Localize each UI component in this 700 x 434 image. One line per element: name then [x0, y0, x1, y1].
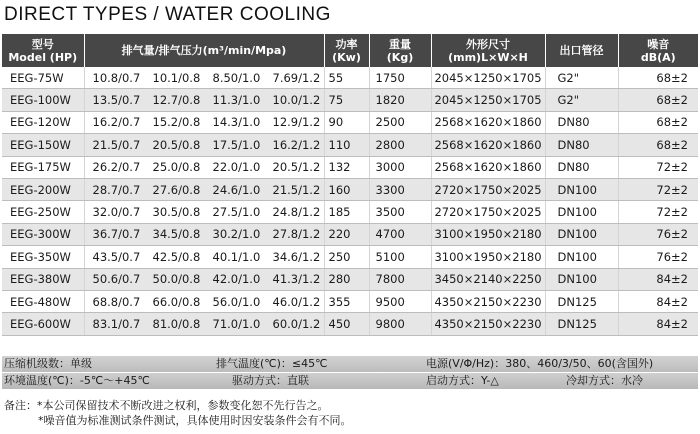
cell-power: 250 — [324, 246, 369, 268]
cell-weight: 3500 — [369, 201, 431, 223]
cell-noise: 68±2 — [618, 111, 698, 133]
cell-flow — [84, 223, 324, 245]
flow-value-1: 36.7/0.7 — [92, 227, 141, 242]
header-dimensions — [431, 34, 545, 67]
header-noise-cn: 噪音 — [647, 37, 670, 51]
flow-value-1: 43.5/0.7 — [92, 249, 141, 264]
flow-value-4: 10.0/1.2 — [272, 93, 321, 108]
cell-noise: 76±2 — [618, 223, 698, 245]
header-power — [324, 34, 369, 67]
cell-outlet: DN100 — [545, 246, 618, 268]
header-weight-unit: (Kg) — [386, 50, 414, 64]
cell-power: 355 — [324, 290, 369, 312]
cell-weight: 3300 — [369, 178, 431, 200]
info-bar-2 — [2, 373, 698, 389]
spec-table — [2, 34, 698, 336]
cell-outlet: DN125 — [545, 313, 618, 335]
cell-power: 450 — [324, 313, 369, 335]
cell-noise: 68±2 — [618, 134, 698, 156]
info-stages: 压缩机级数：单级 — [4, 357, 92, 370]
flow-value-4: 27.8/1.2 — [272, 227, 321, 242]
flow-value-1: 32.0/0.7 — [92, 205, 141, 220]
cell-outlet: DN100 — [545, 223, 618, 245]
info-bar-1 — [2, 356, 698, 372]
flow-value-1: 26.2/0.7 — [92, 160, 141, 175]
cell-noise: 76±2 — [618, 246, 698, 268]
header-weight-cn: 重量 — [389, 37, 411, 51]
cell-model: EEG-480W — [2, 290, 84, 312]
cell-model: EEG-300W — [2, 223, 84, 245]
cell-flow — [84, 111, 324, 133]
header-noise — [618, 34, 698, 67]
header-model-cn: 型号 — [31, 37, 54, 51]
cell-flow — [84, 178, 324, 200]
cell-model: EEG-175W — [2, 156, 84, 178]
flow-value-4: 20.5/1.2 — [272, 160, 321, 175]
table-row — [2, 268, 698, 290]
cell-model: EEG-75W — [2, 67, 84, 89]
cell-flow — [84, 201, 324, 223]
flow-value-3: 71.0/1.0 — [212, 316, 261, 331]
flow-value-4: 24.8/1.2 — [272, 205, 321, 220]
cell-model: EEG-100W — [2, 89, 84, 111]
cell-flow — [84, 134, 324, 156]
cell-model: EEG-200W — [2, 178, 84, 200]
flow-value-4: 21.5/1.2 — [272, 182, 321, 197]
table-row — [2, 89, 698, 111]
note-line-2: *噪音值为标准测试条件测试，具体使用时因安装条件会有不同。 — [38, 414, 352, 427]
cell-dimensions: 3100×1950×2180 — [431, 223, 545, 245]
flow-value-3: 40.1/1.0 — [212, 249, 261, 264]
cell-weight: 3000 — [369, 156, 431, 178]
cell-model: EEG-250W — [2, 201, 84, 223]
cell-noise: 84±2 — [618, 313, 698, 335]
cell-power: 132 — [324, 156, 369, 178]
table-row — [2, 67, 698, 89]
table-body — [2, 67, 698, 335]
flow-value-1: 16.2/0.7 — [92, 115, 141, 130]
cell-model: EEG-120W — [2, 111, 84, 133]
cell-dimensions: 2568×1620×1860 — [431, 111, 545, 133]
cell-power: 75 — [324, 89, 369, 111]
cell-flow — [84, 313, 324, 335]
table-row — [2, 111, 698, 133]
table-row — [2, 246, 698, 268]
header-dim-unit: (mm)L×W×H — [448, 50, 528, 64]
flow-value-4: 46.0/1.2 — [272, 294, 321, 309]
cell-weight: 9500 — [369, 290, 431, 312]
cell-weight: 2500 — [369, 111, 431, 133]
cell-noise: 84±2 — [618, 290, 698, 312]
cell-noise: 72±2 — [618, 201, 698, 223]
flow-value-1: 21.5/0.7 — [92, 137, 141, 152]
cell-power: 55 — [324, 67, 369, 89]
flow-value-2: 81.0/0.8 — [152, 316, 201, 331]
cell-power: 110 — [324, 134, 369, 156]
header-model-en: Model (HP) — [8, 50, 78, 64]
flow-value-1: 28.7/0.7 — [92, 182, 141, 197]
cell-noise: 68±2 — [618, 89, 698, 111]
flow-value-2: 15.2/0.8 — [152, 115, 201, 130]
cell-outlet: DN100 — [545, 268, 618, 290]
table-header-row — [2, 34, 698, 67]
cell-outlet: G2" — [545, 89, 618, 111]
table-row — [2, 290, 698, 312]
flow-value-3: 22.0/1.0 — [212, 160, 261, 175]
cell-flow — [84, 156, 324, 178]
cell-power: 160 — [324, 178, 369, 200]
cell-outlet: DN80 — [545, 134, 618, 156]
info-start: 启动方式：Y-△ — [426, 374, 499, 387]
flow-value-4: 7.69/1.2 — [272, 70, 321, 85]
notes — [4, 398, 352, 428]
cell-dimensions: 2045×1250×1705 — [431, 89, 545, 111]
flow-value-1: 50.6/0.7 — [92, 272, 141, 287]
table-row — [2, 313, 698, 335]
cell-dimensions: 3100×1950×2180 — [431, 246, 545, 268]
flow-value-2: 12.7/0.8 — [152, 93, 201, 108]
cell-weight: 9800 — [369, 313, 431, 335]
cell-power: 220 — [324, 223, 369, 245]
flow-value-1: 68.8/0.7 — [92, 294, 141, 309]
header-model — [2, 34, 84, 67]
header-flow: 排气量/排气压力(m³/min/Mpa) — [84, 34, 324, 67]
cell-dimensions: 2720×1750×2025 — [431, 201, 545, 223]
flow-value-2: 10.1/0.8 — [152, 70, 201, 85]
cell-dimensions: 2568×1620×1860 — [431, 134, 545, 156]
cell-outlet: DN125 — [545, 290, 618, 312]
info-ambient-temp: 环境温度(℃)：-5℃～+45℃ — [4, 374, 150, 387]
cell-power: 90 — [324, 111, 369, 133]
header-dim-cn: 外形尺寸 — [466, 37, 510, 51]
table-row — [2, 156, 698, 178]
cell-model: EEG-350W — [2, 246, 84, 268]
page-title: DIRECT TYPES / WATER COOLING — [4, 4, 331, 25]
cell-noise: 72±2 — [618, 178, 698, 200]
cell-weight: 2800 — [369, 134, 431, 156]
table-row — [2, 178, 698, 200]
cell-flow — [84, 268, 324, 290]
cell-model: EEG-380W — [2, 268, 84, 290]
table-row — [2, 201, 698, 223]
cell-weight: 4700 — [369, 223, 431, 245]
flow-value-2: 20.5/0.8 — [152, 137, 201, 152]
flow-value-2: 66.0/0.8 — [152, 294, 201, 309]
table-row — [2, 223, 698, 245]
cell-outlet: DN100 — [545, 178, 618, 200]
header-power-unit: (Kw) — [332, 50, 361, 64]
flow-value-3: 17.5/1.0 — [212, 137, 261, 152]
flow-value-2: 27.6/0.8 — [152, 182, 201, 197]
cell-weight: 5100 — [369, 246, 431, 268]
flow-value-3: 42.0/1.0 — [212, 272, 261, 287]
flow-value-3: 14.3/1.0 — [212, 115, 261, 130]
cell-model: EEG-600W — [2, 313, 84, 335]
flow-value-4: 16.2/1.2 — [272, 137, 321, 152]
table-row — [2, 134, 698, 156]
cell-dimensions: 3450×2140×2250 — [431, 268, 545, 290]
cell-outlet: G2" — [545, 67, 618, 89]
cell-flow — [84, 290, 324, 312]
cell-flow — [84, 67, 324, 89]
flow-value-3: 24.6/1.0 — [212, 182, 261, 197]
flow-value-4: 41.3/1.2 — [272, 272, 321, 287]
cell-dimensions: 2045×1250×1705 — [431, 67, 545, 89]
flow-value-1: 83.1/0.7 — [92, 316, 141, 331]
note-line-1: 备注：*本公司保留技术不断改进之权利，参数变化恕不先行告之。 — [4, 399, 329, 412]
cell-dimensions: 4350×2150×2230 — [431, 313, 545, 335]
header-outlet: 出口管径 — [545, 34, 618, 67]
flow-value-4: 34.6/1.2 — [272, 249, 321, 264]
cell-weight: 1750 — [369, 67, 431, 89]
cell-flow — [84, 89, 324, 111]
cell-outlet: DN80 — [545, 111, 618, 133]
flow-value-3: 11.3/1.0 — [212, 93, 261, 108]
cell-dimensions: 2720×1750×2025 — [431, 178, 545, 200]
cell-model: EEG-150W — [2, 134, 84, 156]
cell-noise: 68±2 — [618, 67, 698, 89]
flow-value-4: 60.0/1.2 — [272, 316, 321, 331]
flow-value-2: 25.0/0.8 — [152, 160, 201, 175]
cell-power: 280 — [324, 268, 369, 290]
header-noise-unit: dB(A) — [640, 50, 676, 64]
info-power-supply: 电源(V/Φ/Hz)：380、460/3/50、60(含国外) — [426, 357, 654, 370]
flow-value-2: 30.5/0.8 — [152, 205, 201, 220]
cell-noise: 84±2 — [618, 268, 698, 290]
info-exhaust-temp: 排气温度(℃)：≤45℃ — [216, 357, 328, 370]
cell-dimensions: 2568×1620×1860 — [431, 156, 545, 178]
header-weight — [369, 34, 431, 67]
flow-value-2: 50.0/0.8 — [152, 272, 201, 287]
flow-value-3: 8.50/1.0 — [212, 70, 261, 85]
header-power-cn: 功率 — [335, 37, 358, 51]
flow-value-4: 12.9/1.2 — [272, 115, 321, 130]
cell-outlet: DN80 — [545, 156, 618, 178]
info-cooling: 冷却方式：水冷 — [566, 374, 643, 387]
flow-value-3: 56.0/1.0 — [212, 294, 261, 309]
flow-value-3: 30.2/1.0 — [212, 227, 261, 242]
cell-noise: 72±2 — [618, 156, 698, 178]
flow-value-3: 27.5/1.0 — [212, 205, 261, 220]
flow-value-2: 34.5/0.8 — [152, 227, 201, 242]
info-drive: 驱动方式：直联 — [232, 374, 309, 387]
flow-value-2: 42.5/0.8 — [152, 249, 201, 264]
cell-weight: 1820 — [369, 89, 431, 111]
flow-value-1: 13.5/0.7 — [92, 93, 141, 108]
cell-dimensions: 4350×2150×2230 — [431, 290, 545, 312]
cell-power: 185 — [324, 201, 369, 223]
cell-outlet: DN100 — [545, 201, 618, 223]
cell-flow — [84, 246, 324, 268]
flow-value-1: 10.8/0.7 — [92, 70, 141, 85]
cell-weight: 7800 — [369, 268, 431, 290]
